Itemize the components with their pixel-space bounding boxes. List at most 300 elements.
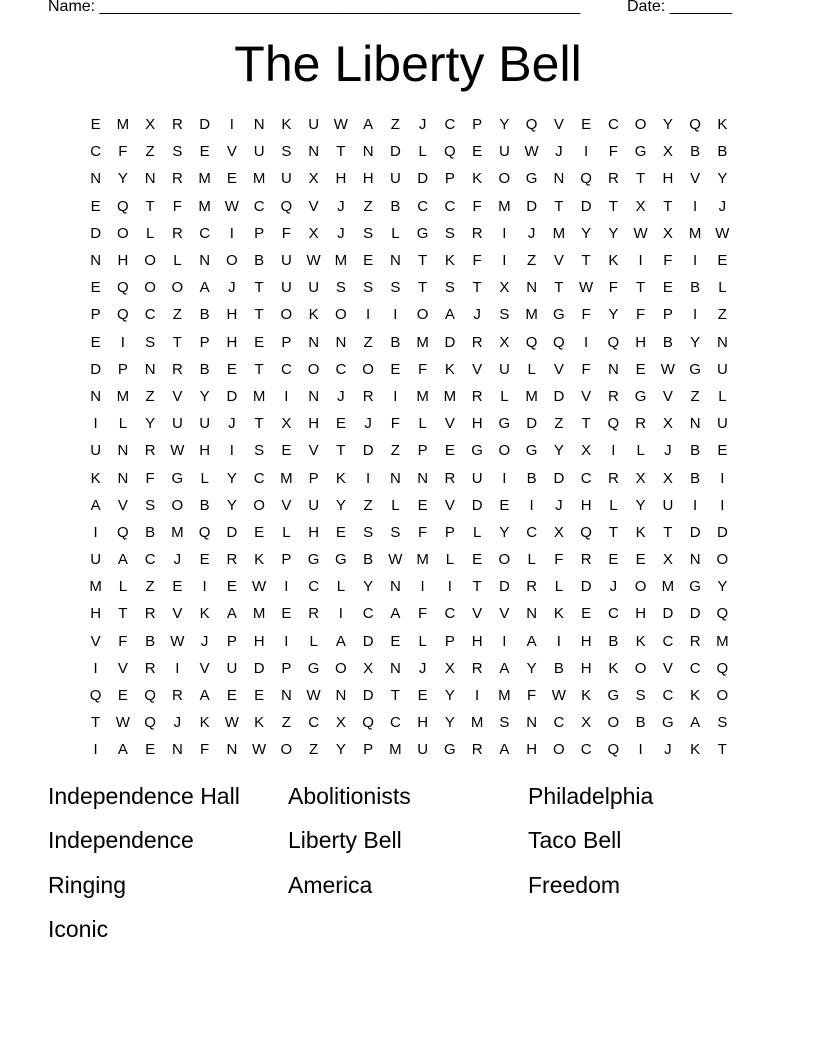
grid-letter: Z — [390, 442, 400, 460]
grid-letter: S — [363, 224, 374, 242]
grid-letter: N — [389, 659, 401, 677]
grid-letter: I — [638, 252, 643, 270]
grid-letter: I — [638, 741, 643, 759]
grid-letter: T — [636, 170, 646, 188]
grid-letter: I — [502, 469, 507, 487]
grid-letter: E — [635, 551, 646, 569]
grid-letter: N — [280, 687, 292, 705]
grid-letter: J — [664, 741, 672, 759]
grid-letter: O — [280, 306, 293, 324]
grid-letter: L — [418, 415, 427, 433]
grid-letter: Z — [309, 741, 319, 759]
grid-letter: K — [254, 551, 265, 569]
grid-letter: R — [308, 605, 320, 623]
grid-letter: C — [689, 659, 701, 677]
grid-letter: D — [226, 387, 238, 405]
grid-letter: H — [635, 605, 647, 623]
grid-letter: B — [254, 252, 265, 270]
grid-letter: M — [443, 387, 457, 405]
grid-letter: Y — [553, 442, 564, 460]
grid-letter: J — [337, 197, 345, 215]
grid-letter: I — [502, 224, 507, 242]
grid-letter: M — [416, 551, 429, 569]
grid-letter: K — [308, 306, 319, 324]
grid-letter: V — [553, 116, 564, 134]
grid-letter: Y — [499, 116, 510, 134]
grid-letter: H — [471, 632, 483, 650]
grid-letter: R — [444, 469, 456, 487]
grid-letter: I — [284, 632, 289, 650]
grid-letter: E — [363, 252, 374, 270]
grid-letter: S — [390, 279, 401, 297]
grid-letter: Q — [280, 197, 293, 215]
grid-letter: E — [662, 279, 673, 297]
grid-letter: U — [253, 143, 265, 161]
grid-letter: C — [362, 605, 374, 623]
grid-letter: V — [226, 143, 237, 161]
grid-letter: T — [472, 279, 482, 297]
grid-letter: P — [472, 116, 483, 134]
grid-letter: K — [199, 714, 210, 732]
grid-letter: A — [690, 714, 701, 732]
grid-letter: U — [90, 551, 102, 569]
grid-letter: S — [390, 523, 401, 541]
word-list — [48, 781, 768, 958]
grid-letter: T — [145, 197, 155, 215]
grid-letter: G — [171, 469, 184, 487]
grid-letter: L — [391, 496, 400, 514]
grid-letter: N — [716, 333, 728, 351]
grid-letter: F — [636, 306, 646, 324]
grid-letter: E — [417, 496, 428, 514]
grid-letter: P — [226, 632, 237, 650]
grid-letter: J — [337, 224, 345, 242]
grid-letter: T — [336, 143, 346, 161]
grid-letter: O — [335, 659, 347, 677]
grid-letter: P — [90, 306, 101, 324]
grid-letter: Y — [444, 714, 455, 732]
grid-letter: C — [90, 143, 102, 161]
grid-letter: C — [280, 360, 292, 378]
grid-letter: M — [389, 741, 402, 759]
grid-letter: F — [390, 415, 400, 433]
grid-letter: W — [715, 224, 730, 242]
grid-letter: L — [554, 578, 564, 596]
grid-letter: H — [580, 632, 592, 650]
grid-row — [82, 383, 736, 410]
grid-letter: O — [362, 360, 374, 378]
grid-letter: G — [416, 224, 429, 242]
grid-letter: W — [633, 224, 648, 242]
grid-letter: L — [472, 523, 482, 541]
grid-letter: Z — [363, 333, 373, 351]
grid-letter: C — [553, 714, 565, 732]
grid-letter: W — [579, 279, 594, 297]
grid-letter: K — [444, 360, 455, 378]
grid-letter: V — [499, 605, 510, 623]
grid-letter: S — [444, 224, 455, 242]
grid-letter: E — [581, 116, 592, 134]
grid-letter: T — [118, 605, 128, 623]
grid-letter: B — [363, 551, 374, 569]
grid-letter: E — [444, 442, 455, 460]
grid-letter: V — [172, 387, 183, 405]
grid-letter: Y — [608, 224, 619, 242]
grid-letter: U — [226, 659, 238, 677]
grid-letter: Q — [607, 415, 620, 433]
grid-letter: G — [662, 714, 674, 732]
grid-letter: C — [308, 578, 320, 596]
grid-letter: R — [171, 170, 183, 188]
grid-letter: Y — [526, 659, 537, 677]
grid-letter: O — [171, 279, 184, 297]
word-list-item: America — [288, 871, 373, 898]
grid-letter: H — [471, 415, 483, 433]
grid-letter: U — [308, 116, 320, 134]
grid-letter: H — [580, 496, 592, 514]
grid-letter: L — [445, 551, 455, 569]
grid-letter: O — [117, 224, 129, 242]
grid-letter: W — [660, 360, 675, 378]
grid-letter: M — [470, 714, 484, 732]
grid-letter: J — [228, 415, 236, 433]
grid-letter: E — [172, 578, 183, 596]
grid-letter: I — [556, 632, 561, 650]
grid-letter: M — [525, 387, 538, 405]
grid-letter: L — [527, 360, 536, 378]
word-search-grid — [82, 111, 736, 764]
grid-letter: V — [199, 659, 210, 677]
grid-letter: B — [717, 143, 728, 161]
grid-letter: C — [662, 687, 674, 705]
grid-letter: T — [636, 279, 646, 297]
grid-letter: A — [199, 687, 210, 705]
grid-letter: E — [472, 143, 483, 161]
grid-letter: F — [472, 252, 482, 270]
grid-letter: A — [390, 605, 401, 623]
grid-letter: M — [661, 578, 675, 596]
grid-letter: B — [553, 659, 564, 677]
grid-letter: H — [417, 714, 429, 732]
grid-letter: E — [581, 605, 592, 623]
grid-letter: Y — [581, 224, 592, 242]
grid-letter: I — [366, 469, 371, 487]
grid-letter: I — [393, 387, 398, 405]
grid-letter: N — [389, 469, 401, 487]
grid-letter: I — [475, 687, 480, 705]
grid-letter: I — [693, 306, 698, 324]
grid-letter: H — [226, 333, 238, 351]
grid-letter: N — [90, 252, 102, 270]
grid-letter: P — [363, 741, 374, 759]
grid-letter: K — [717, 116, 728, 134]
grid-letter: I — [338, 605, 343, 623]
grid-letter: P — [308, 469, 319, 487]
grid-letter: I — [420, 578, 425, 596]
grid-row — [82, 655, 736, 682]
grid-letter: F — [581, 360, 591, 378]
grid-letter: R — [144, 605, 156, 623]
grid-letter: M — [116, 116, 130, 134]
grid-letter: J — [718, 197, 727, 215]
grid-letter: V — [472, 360, 483, 378]
grid-letter: K — [581, 687, 592, 705]
grid-letter: W — [252, 578, 267, 596]
grid-letter: D — [553, 387, 565, 405]
grid-letter: B — [145, 523, 156, 541]
grid-letter: S — [335, 279, 346, 297]
grid-letter: E — [335, 415, 346, 433]
grid-letter: J — [418, 116, 427, 134]
grid-letter: M — [416, 387, 429, 405]
grid-letter: H — [199, 442, 211, 460]
grid-letter: B — [199, 360, 210, 378]
grid-letter: W — [170, 632, 185, 650]
grid-letter: D — [444, 333, 456, 351]
grid-letter: T — [663, 523, 673, 541]
grid-letter: Q — [117, 306, 129, 324]
grid-letter: L — [718, 387, 727, 405]
grid-letter: N — [199, 252, 211, 270]
grid-letter: Z — [390, 116, 400, 134]
grid-letter: T — [254, 279, 264, 297]
grid-letter: U — [90, 442, 102, 460]
grid-letter: E — [472, 551, 483, 569]
grid-letter: E — [390, 632, 401, 650]
grid-letter: U — [199, 415, 211, 433]
grid-letter: P — [281, 659, 292, 677]
grid-letter: U — [280, 170, 292, 188]
grid-letter: J — [473, 306, 481, 324]
grid-letter: K — [635, 632, 646, 650]
grid-letter: T — [472, 578, 482, 596]
grid-letter: V — [472, 605, 483, 623]
grid-letter: M — [334, 252, 348, 270]
grid-letter: I — [202, 578, 207, 596]
grid-letter: K — [635, 523, 646, 541]
grid-letter: W — [252, 741, 267, 759]
grid-letter: M — [252, 387, 266, 405]
grid-letter: E — [417, 687, 428, 705]
grid-letter: I — [584, 143, 589, 161]
grid-letter: F — [200, 741, 210, 759]
grid-letter: I — [93, 741, 98, 759]
grid-letter: S — [499, 714, 510, 732]
grid-letter: L — [391, 224, 400, 242]
grid-letter: A — [499, 741, 510, 759]
grid-letter: L — [145, 224, 155, 242]
grid-letter: L — [282, 523, 291, 541]
grid-letter: R — [362, 387, 374, 405]
grid-letter: N — [389, 578, 401, 596]
grid-letter: E — [717, 252, 728, 270]
grid-letter: R — [689, 632, 701, 650]
grid-letter: M — [116, 387, 130, 405]
grid-letter: Y — [145, 415, 156, 433]
grid-letter: X — [444, 659, 455, 677]
grid-letter: Z — [690, 387, 700, 405]
grid-letter: O — [144, 252, 156, 270]
grid-letter: A — [363, 116, 374, 134]
grid-letter: R — [580, 551, 592, 569]
grid-letter: D — [662, 605, 674, 623]
grid-letter: E — [608, 551, 619, 569]
grid-letter: G — [498, 415, 511, 433]
grid-letter: N — [389, 252, 401, 270]
grid-letter: S — [499, 306, 510, 324]
grid-letter: K — [281, 116, 292, 134]
grid-letter: S — [363, 279, 374, 297]
grid-letter: G — [634, 143, 647, 161]
grid-letter: T — [254, 415, 264, 433]
grid-letter: E — [199, 143, 210, 161]
grid-letter: D — [471, 496, 483, 514]
word-list-item: Ringing — [48, 871, 126, 898]
grid-letter: B — [690, 143, 701, 161]
grid-letter: A — [226, 605, 237, 623]
grid-letter: N — [335, 333, 347, 351]
grid-letter: D — [362, 632, 374, 650]
grid-letter: V — [581, 387, 592, 405]
grid-letter: I — [693, 197, 698, 215]
grid-letter: U — [308, 496, 320, 514]
page-title: The Liberty Bell — [234, 36, 582, 92]
grid-letter: X — [662, 415, 673, 433]
grid-letter: F — [418, 605, 428, 623]
grid-letter: N — [417, 469, 429, 487]
grid-row — [82, 165, 736, 192]
grid-letter: U — [498, 360, 510, 378]
grid-letter: V — [662, 387, 673, 405]
grid-letter: A — [526, 632, 537, 650]
grid-letter: E — [226, 170, 237, 188]
grid-letter: B — [199, 496, 210, 514]
grid-letter: O — [416, 306, 429, 324]
grid-letter: X — [662, 551, 673, 569]
grid-letter: K — [335, 469, 346, 487]
grid-letter: V — [308, 442, 319, 460]
grid-letter: C — [144, 551, 156, 569]
grid-letter: Q — [716, 659, 729, 677]
grid-letter: R — [171, 687, 183, 705]
grid-letter: O — [171, 496, 184, 514]
grid-letter: M — [716, 632, 729, 650]
grid-letter: E — [281, 442, 292, 460]
grid-letter: E — [117, 687, 128, 705]
grid-letter: N — [253, 116, 265, 134]
grid-letter: J — [337, 387, 345, 405]
grid-letter: V — [553, 252, 564, 270]
grid-letter: W — [224, 714, 239, 732]
grid-letter: T — [254, 306, 264, 324]
grid-letter: D — [689, 523, 701, 541]
grid-letter: B — [608, 632, 619, 650]
grid-letter: Y — [662, 116, 673, 134]
grid-letter: J — [173, 714, 182, 732]
grid-letter: S — [254, 442, 265, 460]
grid-letter: P — [444, 170, 455, 188]
grid-letter: P — [662, 306, 673, 324]
grid-letter: G — [553, 306, 565, 324]
grid-letter: Q — [525, 116, 538, 134]
grid-letter: N — [90, 387, 102, 405]
grid-letter: K — [690, 687, 701, 705]
grid-letter: L — [336, 578, 346, 596]
grid-letter: X — [581, 442, 592, 460]
grid-letter: D — [253, 659, 265, 677]
grid-letter: E — [281, 605, 292, 623]
grid-letter: L — [418, 143, 427, 161]
grid-letter: L — [527, 551, 536, 569]
grid-letter: E — [717, 442, 728, 460]
grid-letter: T — [554, 197, 564, 215]
grid-letter: M — [252, 605, 266, 623]
grid-letter: D — [580, 578, 592, 596]
grid-letter: X — [335, 714, 346, 732]
grid-letter: F — [608, 143, 618, 161]
grid-letter: R — [607, 387, 619, 405]
grid-letter: E — [254, 333, 265, 351]
grid-letter: Q — [444, 143, 456, 161]
grid-letter: Y — [608, 306, 619, 324]
grid-letter: S — [635, 687, 646, 705]
grid-letter: N — [171, 741, 183, 759]
grid-letter: U — [280, 252, 292, 270]
grid-letter: Y — [335, 741, 346, 759]
grid-letter: C — [389, 714, 401, 732]
grid-letter: J — [555, 496, 563, 514]
name-field-label: Name: ______________________________________________________ — [48, 0, 581, 15]
grid-letter: G — [634, 387, 647, 405]
grid-letter: K — [254, 714, 265, 732]
grid-letter: T — [717, 741, 727, 759]
grid-letter: M — [252, 170, 266, 188]
grid-letter: V — [690, 170, 701, 188]
grid-letter: U — [716, 360, 728, 378]
grid-letter: B — [199, 306, 210, 324]
grid-letter: K — [690, 741, 701, 759]
grid-letter: U — [716, 415, 728, 433]
grid-letter: U — [471, 469, 483, 487]
grid-letter: S — [145, 496, 156, 514]
grid-letter: B — [390, 333, 401, 351]
grid-letter: Q — [607, 333, 620, 351]
word-list-item: Freedom — [528, 871, 621, 898]
grid-letter: L — [118, 415, 128, 433]
grid-letter: I — [366, 306, 371, 324]
grid-letter: W — [333, 116, 348, 134]
grid-letter: I — [693, 496, 698, 514]
grid-letter: S — [444, 279, 455, 297]
grid-letter: H — [90, 605, 102, 623]
grid-letter: W — [388, 551, 403, 569]
grid-letter: H — [308, 415, 320, 433]
grid-letter: B — [690, 442, 701, 460]
grid-letter: X — [662, 469, 673, 487]
grid-letter: M — [416, 333, 429, 351]
grid-letter: O — [498, 170, 511, 188]
grid-letter: T — [663, 197, 673, 215]
grid-row — [82, 193, 736, 220]
grid-letter: L — [609, 496, 618, 514]
grid-letter: C — [199, 224, 211, 242]
grid-letter: O — [253, 496, 265, 514]
grid-letter: T — [172, 333, 182, 351]
grid-letter: I — [229, 442, 234, 460]
grid-letter: O — [607, 714, 620, 732]
grid-letter: G — [471, 442, 483, 460]
grid-letter: X — [308, 170, 319, 188]
